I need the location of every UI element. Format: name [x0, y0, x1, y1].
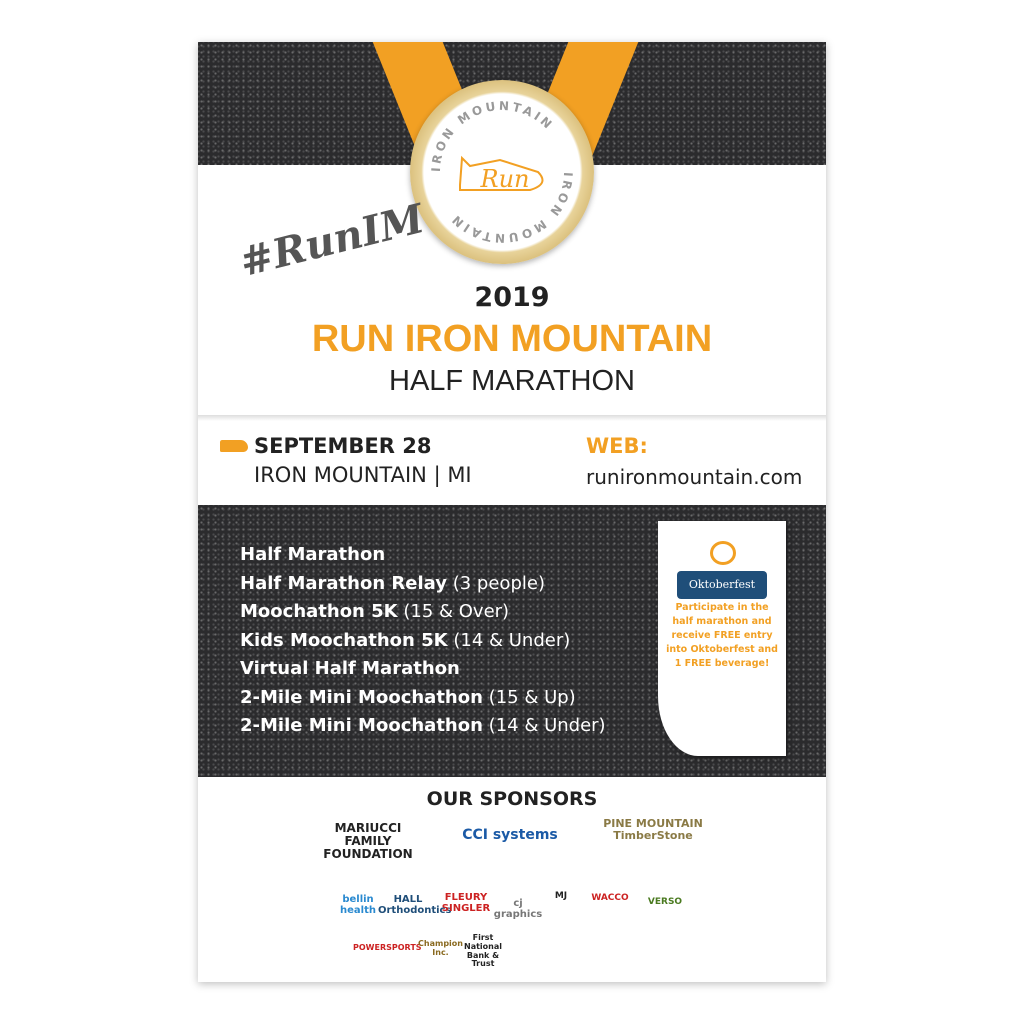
event-date: SEPTEMBER 28: [254, 434, 432, 458]
oktoberfest-text: Participate in the half marathon and receive FREE entry into Oktoberfest and 1 FREE beverage!: [666, 602, 778, 669]
shoe-icon: [220, 440, 248, 452]
event-year: 2019: [474, 282, 550, 313]
oktoberfest-logo: Oktoberfest: [677, 571, 767, 599]
event-subtitle: HALF MARATHON: [389, 365, 635, 397]
web-url[interactable]: runironmountain.com: [586, 465, 803, 489]
sponsor-logo: FLEURY SINGLER: [441, 892, 491, 914]
race-note: (14 & Under): [453, 629, 571, 651]
sponsor-logo: Champion Inc.: [418, 939, 463, 957]
sponsor-logo: HALL Orthodontics: [378, 894, 452, 916]
event-title: RUN IRON MOUNTAIN: [311, 318, 713, 360]
race-name: 2-Mile Mini Moochathon: [240, 715, 483, 736]
sponsor-logo: PINE MOUNTAIN TimberStone: [603, 817, 703, 843]
sponsor-logo: cj graphics: [493, 898, 543, 920]
svg-text:Run: Run: [480, 165, 530, 193]
race-note: (15 & Up): [488, 686, 576, 708]
race-list: [240, 541, 606, 741]
sponsor-logo: WACCO: [591, 893, 629, 903]
race-item: [240, 684, 606, 713]
race-name: Virtual Half Marathon: [240, 658, 460, 679]
sponsor-logo: POWERSPORTS: [353, 943, 422, 952]
race-item: [240, 655, 606, 684]
sponsor-logo: bellin health: [340, 894, 376, 916]
race-item: [240, 712, 606, 741]
race-note: (14 & Under): [488, 715, 606, 736]
race-name: Half Marathon Relay: [240, 572, 447, 594]
svg-text:IRON MOUNTAIN: IRON MOUNTAIN: [447, 171, 576, 246]
sponsor-logo: VERSO: [647, 897, 683, 907]
sponsor-logo: MARIUCCI FAMILY FOUNDATION: [323, 821, 413, 862]
divider: [198, 415, 826, 421]
medal-logo: [410, 80, 594, 264]
race-item: [240, 541, 606, 570]
sponsor-logo: First National Bank & Trust: [464, 933, 502, 969]
race-name: Half Marathon: [240, 544, 386, 565]
web-label: WEB:: [586, 434, 648, 458]
oktoberfest-note: [658, 521, 786, 756]
race-item: [240, 598, 606, 627]
race-item: [240, 570, 606, 599]
event-location: IRON MOUNTAIN | MI: [254, 463, 472, 487]
race-note: (15 & Over): [403, 601, 510, 622]
sponsor-logo: CCI systems: [462, 827, 558, 843]
pretzel-icon: [710, 541, 736, 565]
race-item: [240, 627, 606, 656]
sponsor-logo: MJ: [554, 891, 568, 901]
hashtag: #RunIM: [235, 194, 429, 287]
race-name: 2-Mile Mini Moochathon: [240, 686, 483, 708]
svg-text:IRON MOUNTAIN: IRON MOUNTAIN: [428, 98, 557, 173]
race-name: Moochathon 5K: [240, 601, 398, 622]
poster: [198, 42, 826, 982]
sponsors-title: OUR SPONSORS: [426, 788, 598, 810]
races-section: [198, 505, 826, 777]
race-note: (3 people): [452, 572, 545, 594]
race-name: Kids Moochathon 5K: [240, 629, 448, 651]
